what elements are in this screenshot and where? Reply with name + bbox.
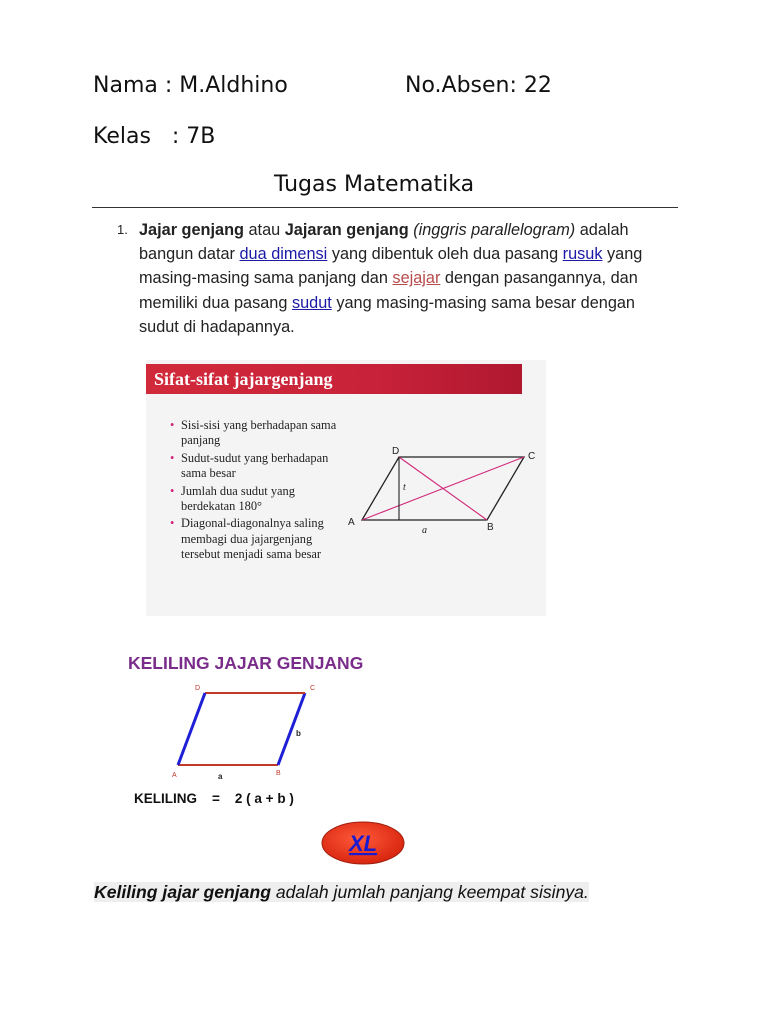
properties-banner [146, 364, 522, 394]
link-rusuk[interactable]: rusuk [562, 245, 603, 264]
list-item: • Jumlah dua sudut yang berdekatan 180° [170, 483, 295, 514]
label-a-vertex: A [172, 772, 177, 779]
xl-badge [320, 820, 406, 866]
diagonal-bd [399, 457, 487, 520]
english-term: (inggris parallelogram) [408, 221, 576, 239]
label-base: a [422, 525, 427, 536]
keliling-title: KELILING JAJAR GENJANG [128, 653, 364, 673]
keliling-diagram [160, 680, 320, 784]
formula-expression: 2 ( a + b ) [234, 791, 294, 806]
formula-label: KELILING [134, 791, 197, 806]
formula-equals: = [212, 791, 220, 806]
label-side-b: b [296, 729, 301, 738]
title-divider [92, 207, 678, 208]
label-d-vertex: D [392, 446, 400, 457]
closing-sentence [94, 880, 634, 904]
page-title: Tugas Matematika [274, 172, 475, 197]
definition-paragraph: 1. Jajar genjang atau Jajaran genjang (inggris parallelogram) adalah bangun datar dua dimensi yang dibentuk oleh dua pasang rusuk yang masing-masing sama panjang dan sejajar dengan pasangannya, dan memiliki dua pasang sudut yang masing-masing sama besar dengan sudut di hadapannya. [139, 218, 679, 339]
keliling-formula [134, 791, 294, 806]
term-jajaran-genjang: Jajaran genjang [284, 221, 409, 239]
link-dua-dimensi[interactable]: dua dimensi [239, 245, 328, 264]
list-item: • Diagonal-diagonalnya saling membagi dua jajargenjang tersebut menjadi sama besar [170, 516, 324, 562]
label-a-vertex: A [348, 517, 355, 528]
student-name: Nama : M.Aldhino [93, 73, 288, 98]
closing-term: Keliling jajar genjang [94, 882, 271, 902]
properties-figure [146, 360, 546, 616]
parallelogram-diagram [342, 440, 542, 536]
properties-banner-title: Sifat-sifat jajargenjang [154, 369, 333, 389]
term-jajar-genjang: Jajar genjang [139, 221, 244, 239]
list-number: 1. [117, 222, 128, 237]
xl-badge-text: XL [348, 831, 378, 856]
student-number: No.Absen: 22 [405, 73, 552, 98]
link-sudut[interactable]: sudut [291, 293, 332, 312]
label-c-vertex: C [528, 451, 536, 462]
side-bc [278, 693, 305, 765]
label-c-vertex: C [310, 685, 316, 692]
label-b-vertex: B [276, 770, 281, 777]
side-da [178, 693, 205, 765]
closing-text: adalah jumlah panjang keempat sisinya. [270, 882, 589, 902]
label-b-vertex: B [487, 522, 494, 533]
list-item: • Sudut-sudut yang berhadapan sama besar [170, 450, 329, 481]
label-d-vertex: D [195, 685, 201, 692]
link-sejajar[interactable]: sejajar [392, 269, 441, 288]
properties-list [170, 418, 350, 565]
student-class: Kelas : 7B [93, 124, 216, 149]
label-side-a: a [218, 772, 223, 781]
label-height: t [403, 482, 406, 493]
list-item: • Sisi-sisi yang berhadapan sama panjang [170, 418, 337, 448]
